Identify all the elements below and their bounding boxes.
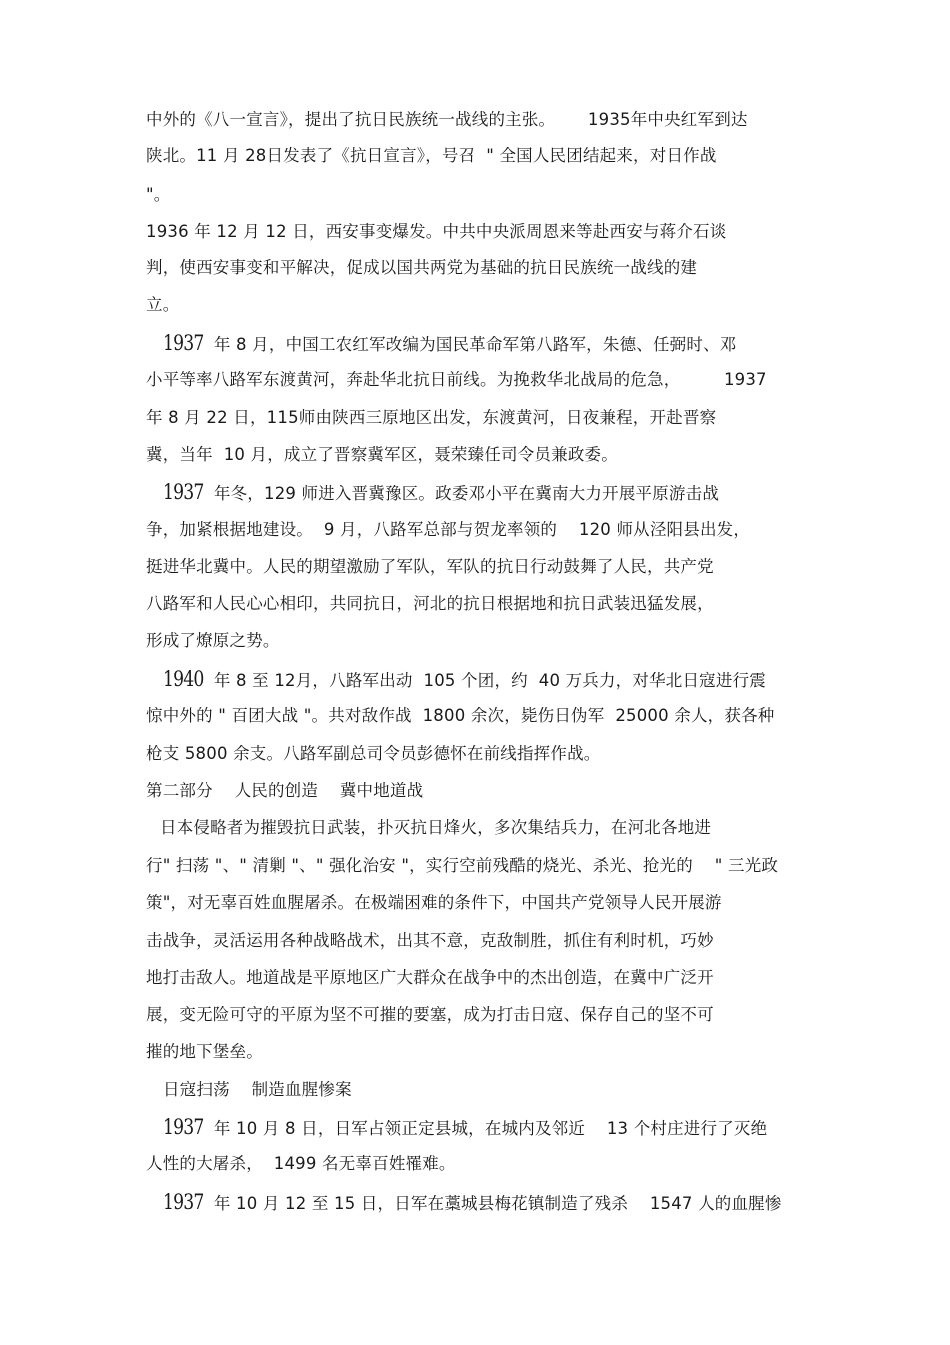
line-text: 年 10 月 8 日，日军占领正定县城，在城内及邻近 13 个村庄进行了灭绝 bbox=[208, 1119, 768, 1138]
text-line bbox=[146, 706, 774, 726]
year-numeral: 1937 bbox=[163, 1115, 204, 1139]
line-text: 地打击敌人。地道战是平原地区广大群众在战争中的杰出创造，在冀中广泛开 bbox=[146, 968, 714, 987]
year-numeral: 1937 bbox=[163, 480, 204, 504]
line-text: 摧的地下堡垒。 bbox=[146, 1042, 263, 1061]
text-line bbox=[146, 110, 748, 130]
text-line bbox=[163, 669, 766, 691]
text-line bbox=[146, 370, 767, 390]
text-line bbox=[146, 557, 714, 577]
line-text: 争，加紧根据地建设。 9 月，八路军总部与贺龙率领的 120 师从泾阳县出发， bbox=[146, 520, 751, 539]
line-text: 行" 扫荡 "、" 清剿 "、" 强化治安 "，实行空前残酷的烧光、杀光、抢光的 " 三光政 bbox=[146, 856, 779, 875]
text-line bbox=[146, 744, 600, 764]
line-text: 枪支 5800 余支。八路军副总司令员彭德怀在前线指挥作战。 bbox=[146, 744, 601, 763]
line-text: 中外的《八一宣言》，提出了抗日民族统一战线的主张。 1935年中央红军到达 bbox=[146, 110, 748, 129]
line-text: 小平等率八路军东渡黄河，奔赴华北抗日前线。为挽救华北战局的危急， 1937 bbox=[146, 370, 767, 389]
line-text: 形成了燎原之势。 bbox=[146, 631, 280, 650]
line-text: 判，使西安事变和平解决，促成以国共两党为基础的抗日民族统一战线的建 bbox=[146, 258, 698, 277]
text-line bbox=[163, 1080, 352, 1100]
text-line bbox=[146, 781, 423, 801]
text-line bbox=[146, 295, 179, 315]
line-text: 陕北。11 月 28日发表了《抗日宣言》，号召 " 全国人民团结起来，对日作战 bbox=[146, 146, 717, 165]
text-line bbox=[146, 931, 714, 951]
line-text: 1936 年 12 月 12 日，西安事变爆发。中共中央派周恩来等赴西安与蒋介石谈 bbox=[146, 222, 727, 241]
line-text: 日寇扫荡 制造血腥惨案 bbox=[163, 1080, 352, 1099]
text-line bbox=[146, 856, 778, 876]
year-numeral: 1937 bbox=[163, 331, 204, 355]
line-text: 年 10 月 12 至 15 日，日军在藁城县梅花镇制造了残杀 1547 人的血腥惨 bbox=[208, 1194, 782, 1213]
text-line bbox=[163, 482, 719, 504]
line-text: 挺进华北冀中。人民的期望激励了军队，军队的抗日行动鼓舞了人民，共产党 bbox=[146, 557, 714, 576]
text-line bbox=[146, 185, 171, 205]
text-line bbox=[146, 445, 618, 465]
text-line bbox=[146, 631, 280, 651]
line-text: 日本侵略者为摧毁抗日武装，扑灭抗日烽火，多次集结兵力，在河北各地进 bbox=[160, 818, 712, 837]
line-text: 八路军和人民心心相印，共同抗日，河北的抗日根据地和抗日武装迅猛发展， bbox=[146, 594, 714, 613]
line-text: "。 bbox=[146, 185, 171, 204]
text-line bbox=[146, 222, 726, 242]
line-text: 策"，对无辜百姓血腥屠杀。在极端困难的条件下，中国共产党领导人民开展游 bbox=[146, 893, 722, 912]
line-text: 年 8 月，中国工农红军改编为国民革命军第八路军，朱德、任弼时、邓 bbox=[208, 335, 737, 354]
text-line bbox=[146, 893, 722, 913]
line-text: 立。 bbox=[146, 295, 180, 314]
text-line bbox=[146, 1042, 263, 1062]
line-text: 年冬，129 师进入晋冀豫区。政委邓小平在冀南大力开展平原游击战 bbox=[208, 484, 720, 503]
text-line bbox=[163, 1117, 767, 1139]
text-line bbox=[146, 408, 716, 428]
text-line bbox=[160, 818, 711, 838]
line-text: 第二部分 人民的创造 冀中地道战 bbox=[146, 781, 424, 800]
text-line bbox=[146, 520, 750, 540]
line-text: 年 8 至 12月，八路军出动 105 个团，约 40 万兵力，对华北日寇进行震 bbox=[208, 671, 766, 690]
year-numeral: 1937 bbox=[163, 1190, 204, 1214]
text-line bbox=[146, 1154, 456, 1174]
line-text: 展，变无险可守的平原为坚不可摧的要塞，成为打击日寇、保存自己的坚不可 bbox=[146, 1005, 714, 1024]
text-line bbox=[146, 594, 714, 614]
text-line bbox=[146, 258, 697, 278]
line-text: 冀，当年 10 月，成立了晋察冀军区，聂荣臻任司令员兼政委。 bbox=[146, 445, 618, 464]
line-text: 惊中外的 " 百团大战 "。共对敌作战 1800 余次，毙伤日伪军 25000 余人，获各种 bbox=[146, 706, 775, 725]
text-line bbox=[163, 1192, 782, 1214]
line-text: 人性的大屠杀， 1499 名无辜百姓罹难。 bbox=[146, 1154, 456, 1173]
text-line bbox=[146, 1005, 714, 1025]
line-text: 击战争，灵活运用各种战略战术，出其不意，克敌制胜，抓住有利时机，巧妙 bbox=[146, 931, 714, 950]
text-line bbox=[163, 333, 737, 355]
line-text: 年 8 月 22 日，115师由陕西三原地区出发，东渡黄河，日夜兼程，开赴晋察 bbox=[146, 408, 717, 427]
text-line bbox=[146, 968, 714, 988]
text-line bbox=[146, 146, 717, 166]
year-numeral: 1940 bbox=[163, 667, 204, 691]
